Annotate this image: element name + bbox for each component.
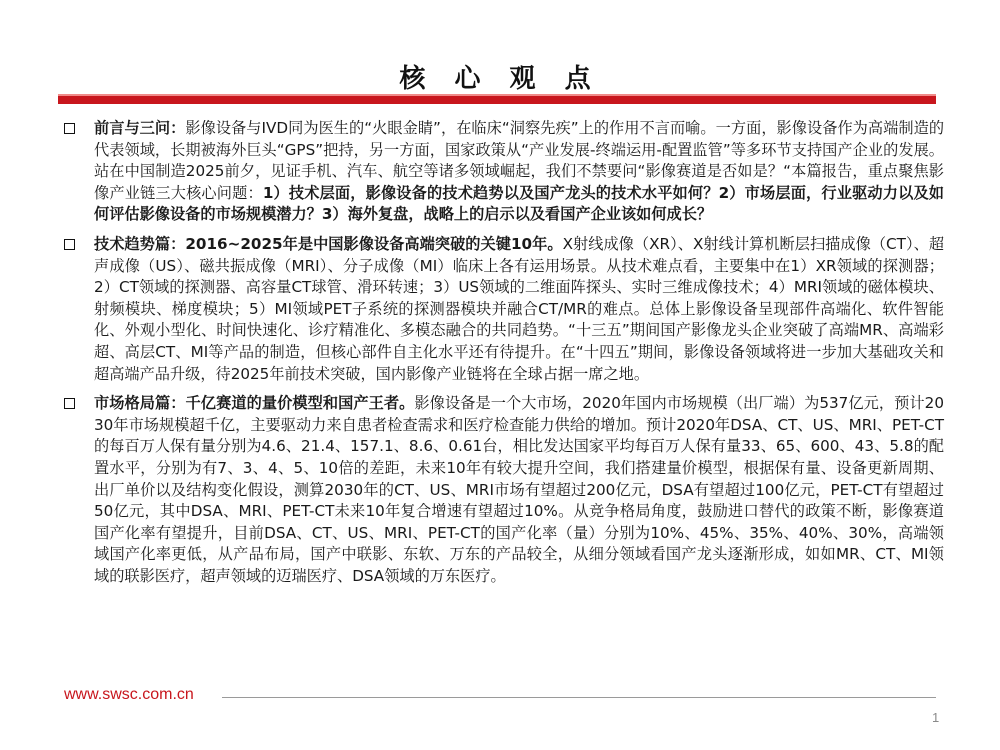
section-lead: 前言与三问： <box>94 119 186 137</box>
content-body <box>64 118 944 595</box>
page-number: 1 <box>932 710 940 725</box>
section-market-landscape <box>64 393 944 587</box>
footer-website-link[interactable]: www.swsc.com.cn <box>64 686 194 703</box>
section-lead: 市场格局篇：千亿赛道的量价模型和国产王者。 <box>94 394 415 413</box>
section-tech-trends <box>64 234 944 385</box>
footer-divider <box>222 697 936 698</box>
section-lead: 技术趋势篇：2016~2025年是中国影像设备高端突破的关键10年。 <box>94 234 563 253</box>
square-bullet-icon <box>64 398 75 409</box>
section-text: 影像设备是一个大市场，2020年国内市场规模（出厂端）为537亿元，预计2030年市场规模超千亿，主要驱动力来自患者检查需求和医疗检查能力供给的增加。预计2020年DSA、CT、US、MRI、PET-CT的每百万人保有量分别为4.6、21.4、157.1、8.6、0.61台，相比发达国家平均每百万人保有量33、65、600、43、5.8的配置水平，分别为有7、3、4、5、10倍的差距，未来10年有较大提升空间，我们搭建量价模型，根据保有量、设备更新周期、出厂单价以及结构变化假设，测算2030年的CT、US、MRI市场有望超过200亿元，DSA有望超过100亿元，PET-CT有望超过50亿元，其中DSA、MRI、PET-CT未来10年复合增速有望超过10%。从竞争格局角度，鼓励进口替代的政策不断，影像赛道国产化率有望提升，目前DSA、CT、US、MRI、PET-CT的国产化率（量）分别为10%、45%、35%、40%、30%，高端领域国产化率更低，从产品布局，国产中联影、东软、万东的产品较全，从细分领域看国产龙头逐渐形成，如如MR、CT、MI领域的联影医疗，超声领域的迈瑞医疗、DSA领域的万东医疗。 <box>94 394 945 585</box>
page-title: 核 心 观 点 <box>399 64 601 94</box>
section-foreword <box>64 118 944 226</box>
section-text: 影像设备与IVD同为医生的“火眼金睛”，在临床“洞察先疾”上的作用不言而喻。一方面，影像设备作为高端制造的代表领域，长期被海外巨头“GPS”把持，另一方面，国家政策从“产业发展-终端运用-配置监管”等多环节支持国产企业的发展。站在中国制造2025前夕，见证手机、汽车、航空等诸多领域崛起，我们不禁要问“影像赛道是否如是？“本篇报告，重点聚焦影像产业链三大核心问题： <box>94 119 945 202</box>
section-text: X射线成像（XR）、X射线计算机断层扫描成像（CT）、超声成像（US）、磁共振成像（MRI）、分子成像（MI）临床上各有运用场景。从技术难点看，主要集中在1）XR领域的探测器；2）CT领域的探测器、高容量CT球管、滑环转速；3）US领域的二维面阵探头、实时三维成像技术；4）MRI领域的磁体模块、射频模块、梯度模块；5）MI领域PET子系统的探测器模块并融合CT/MR的难点。总体上影像设备呈现部件高端化、软件智能化、外观小型化、时间快速化、诊疗精准化、多模态融合的共同趋势。“十三五”期间国产影像龙头企业突破了高端MR、高端彩超、高层CT、MI等产品的制造，但核心部件自主化水平还有待提升。在“十四五”期间，影像设备领域将进一步加大基础攻关和超高端产品升级，待2025年前技术突破，国内影像产业链将在全球占据一席之地。 <box>94 234 945 383</box>
square-bullet-icon <box>64 123 75 134</box>
title-divider <box>58 94 936 104</box>
square-bullet-icon <box>64 239 75 250</box>
section-bold-text: 1）技术层面，影像设备的技术趋势以及国产龙头的技术水平如何？2）市场层面，行业驱动力以及如何评估影像设备的市场规模潜力？3）海外复盘，战略上的启示以及看国产企业该如何成长？ <box>94 183 944 224</box>
